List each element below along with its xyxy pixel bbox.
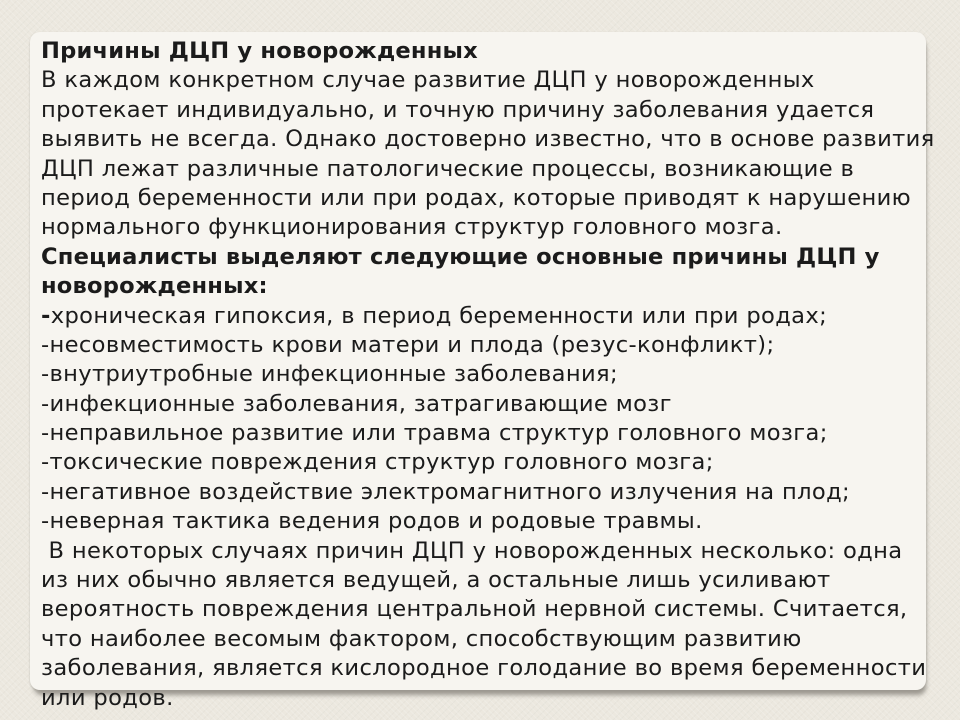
intro-line: ДЦП лежат различные патологические процессы, возникающие в [41,155,855,182]
intro-line: В каждом конкретном случае развитие ДЦП у новорожденных [41,67,815,94]
cause-item [41,302,951,331]
conclusion-line: или родов. [41,684,174,711]
specialists-heading: новорожденных: [41,273,268,300]
cause-item: -несовместимость крови матери и плода (резус-конфликт); [41,331,775,358]
cause-item: -неверная тактика ведения родов и родовые травмы. [41,508,703,535]
conclusion-line: В некоторых случаях причин ДЦП у новорожденных несколько: одна [41,537,903,564]
intro-line: нормального функционирования структур головного мозга. [41,214,783,241]
cause-item: -неправильное развитие или травма структур головного мозга; [41,420,828,447]
cause-item: -токсические повреждения структур головного мозга; [41,449,714,476]
intro-line: период беременности или при родах, которые приводят к нарушению [41,184,911,211]
conclusion-line: вероятность повреждения центральной нервной системы. Считается, [41,596,908,623]
intro-line: выявить не всегда. Однако достоверно известно, что в основе развития [41,126,935,153]
intro-line: протекает индивидуально, и точную причину заболевания удается [41,96,875,123]
cause-item: -внутриутробные инфекционные заболевания; [41,361,618,388]
cause-item: -инфекционные заболевания, затрагивающие мозг [41,390,672,417]
conclusion-line: что наиболее весомым фактором, способствующим развитию [41,625,802,652]
slide-title: Причины ДЦП у новорожденных [41,38,478,64]
specialists-heading: Специалисты выделяют следующие основные причины ДЦП у [41,243,880,270]
slide-text [41,37,951,713]
cause-item: -негативное воздействие электромагнитного излучения на плод; [41,478,851,505]
conclusion-line: из них обычно является ведущей, а остальные лишь усиливают [41,567,831,594]
cause-text: хроническая гипоксия, в период беременности или при родах; [50,302,828,329]
conclusion-line: заболевания, является кислородное голодание во время беременности [41,655,927,682]
cause-dash: - [41,302,51,329]
